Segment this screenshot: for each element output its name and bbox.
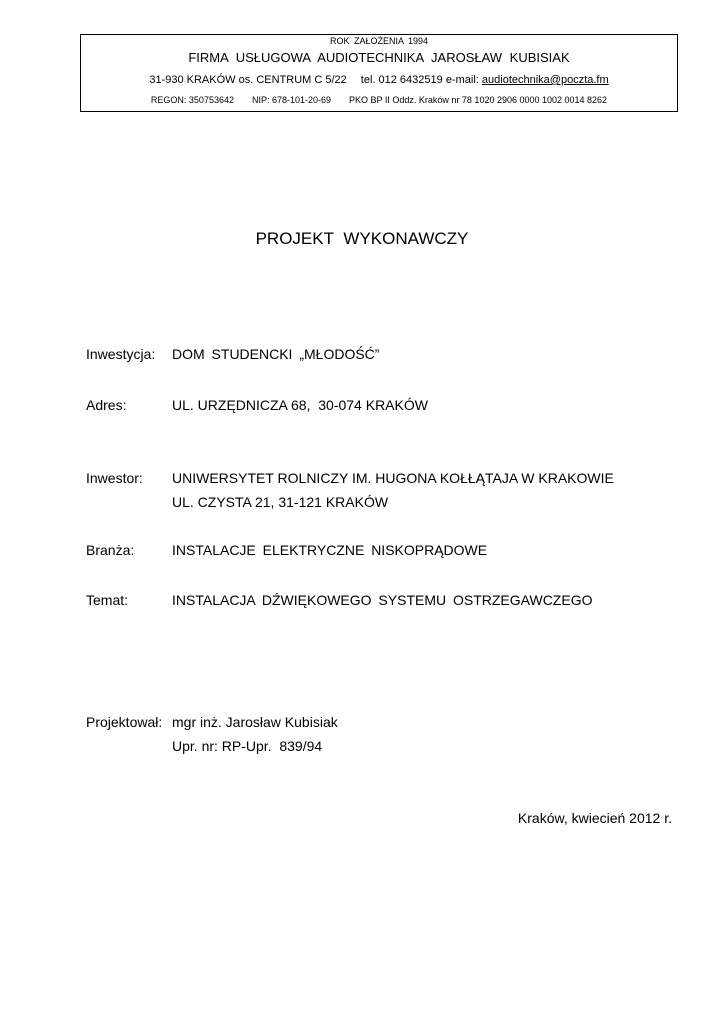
topic-label: Temat:	[86, 592, 129, 608]
investment-label: Inwestycja:	[86, 346, 156, 362]
regon-number: REGON: 350753642	[150, 95, 234, 105]
letterhead-box	[80, 34, 678, 112]
topic-value: INSTALACJA DŹWIĘKOWEGO SYSTEMU OSTRZEGAWCZEGO	[172, 592, 593, 608]
nip-number: NIP: 678-101-20-69	[251, 95, 332, 105]
address-label: Adres:	[86, 397, 127, 413]
investor-label: Inwestor:	[86, 470, 143, 486]
investment-value: DOM STUDENCKI „MŁODOŚĆ”	[172, 346, 380, 362]
company-phone: tel. 012 6432519	[360, 74, 443, 86]
document-title: PROJEKT WYKONAWCZY	[255, 229, 469, 248]
company-address: 31-930 KRAKÓW os. CENTRUM C 5/22	[149, 74, 347, 86]
address-value: UL. URZĘDNICZA 68, 30-074 KRAKÓW	[172, 397, 428, 413]
company-identifiers	[81, 95, 677, 105]
founded-year: ROK ZAŁOŻENIA 1994	[329, 36, 429, 46]
company-contact	[81, 74, 677, 86]
email-label: e-mail:	[445, 74, 479, 86]
branch-value: INSTALACJE ELEKTRYCZNE NISKOPRĄDOWE	[172, 542, 488, 558]
designer-license: Upr. nr: RP-Upr. 839/94	[172, 738, 323, 754]
place-and-date: Kraków, kwiecień 2012 r.	[517, 810, 672, 826]
email-link[interactable]: audiotechnika@poczta.fm	[481, 74, 609, 86]
company-name: FIRMA USŁUGOWA AUDIOTECHNIKA JAROSŁAW KUBISIAK	[188, 50, 570, 65]
branch-label: Branża:	[86, 542, 135, 558]
designer-label: Projektował:	[86, 714, 163, 730]
investor-name: UNIWERSYTET ROLNICZY IM. HUGONA KOŁŁĄTAJA W KRAKOWIE	[172, 470, 614, 486]
investor-address: UL. CZYSTA 21, 31-121 KRAKÓW	[172, 494, 389, 510]
bank-account: PKO BP II Oddz. Kraków nr 78 1020 2906 0000 1002 0014 8262	[349, 95, 608, 105]
designer-name: mgr inż. Jarosław Kubisiak	[172, 714, 338, 730]
